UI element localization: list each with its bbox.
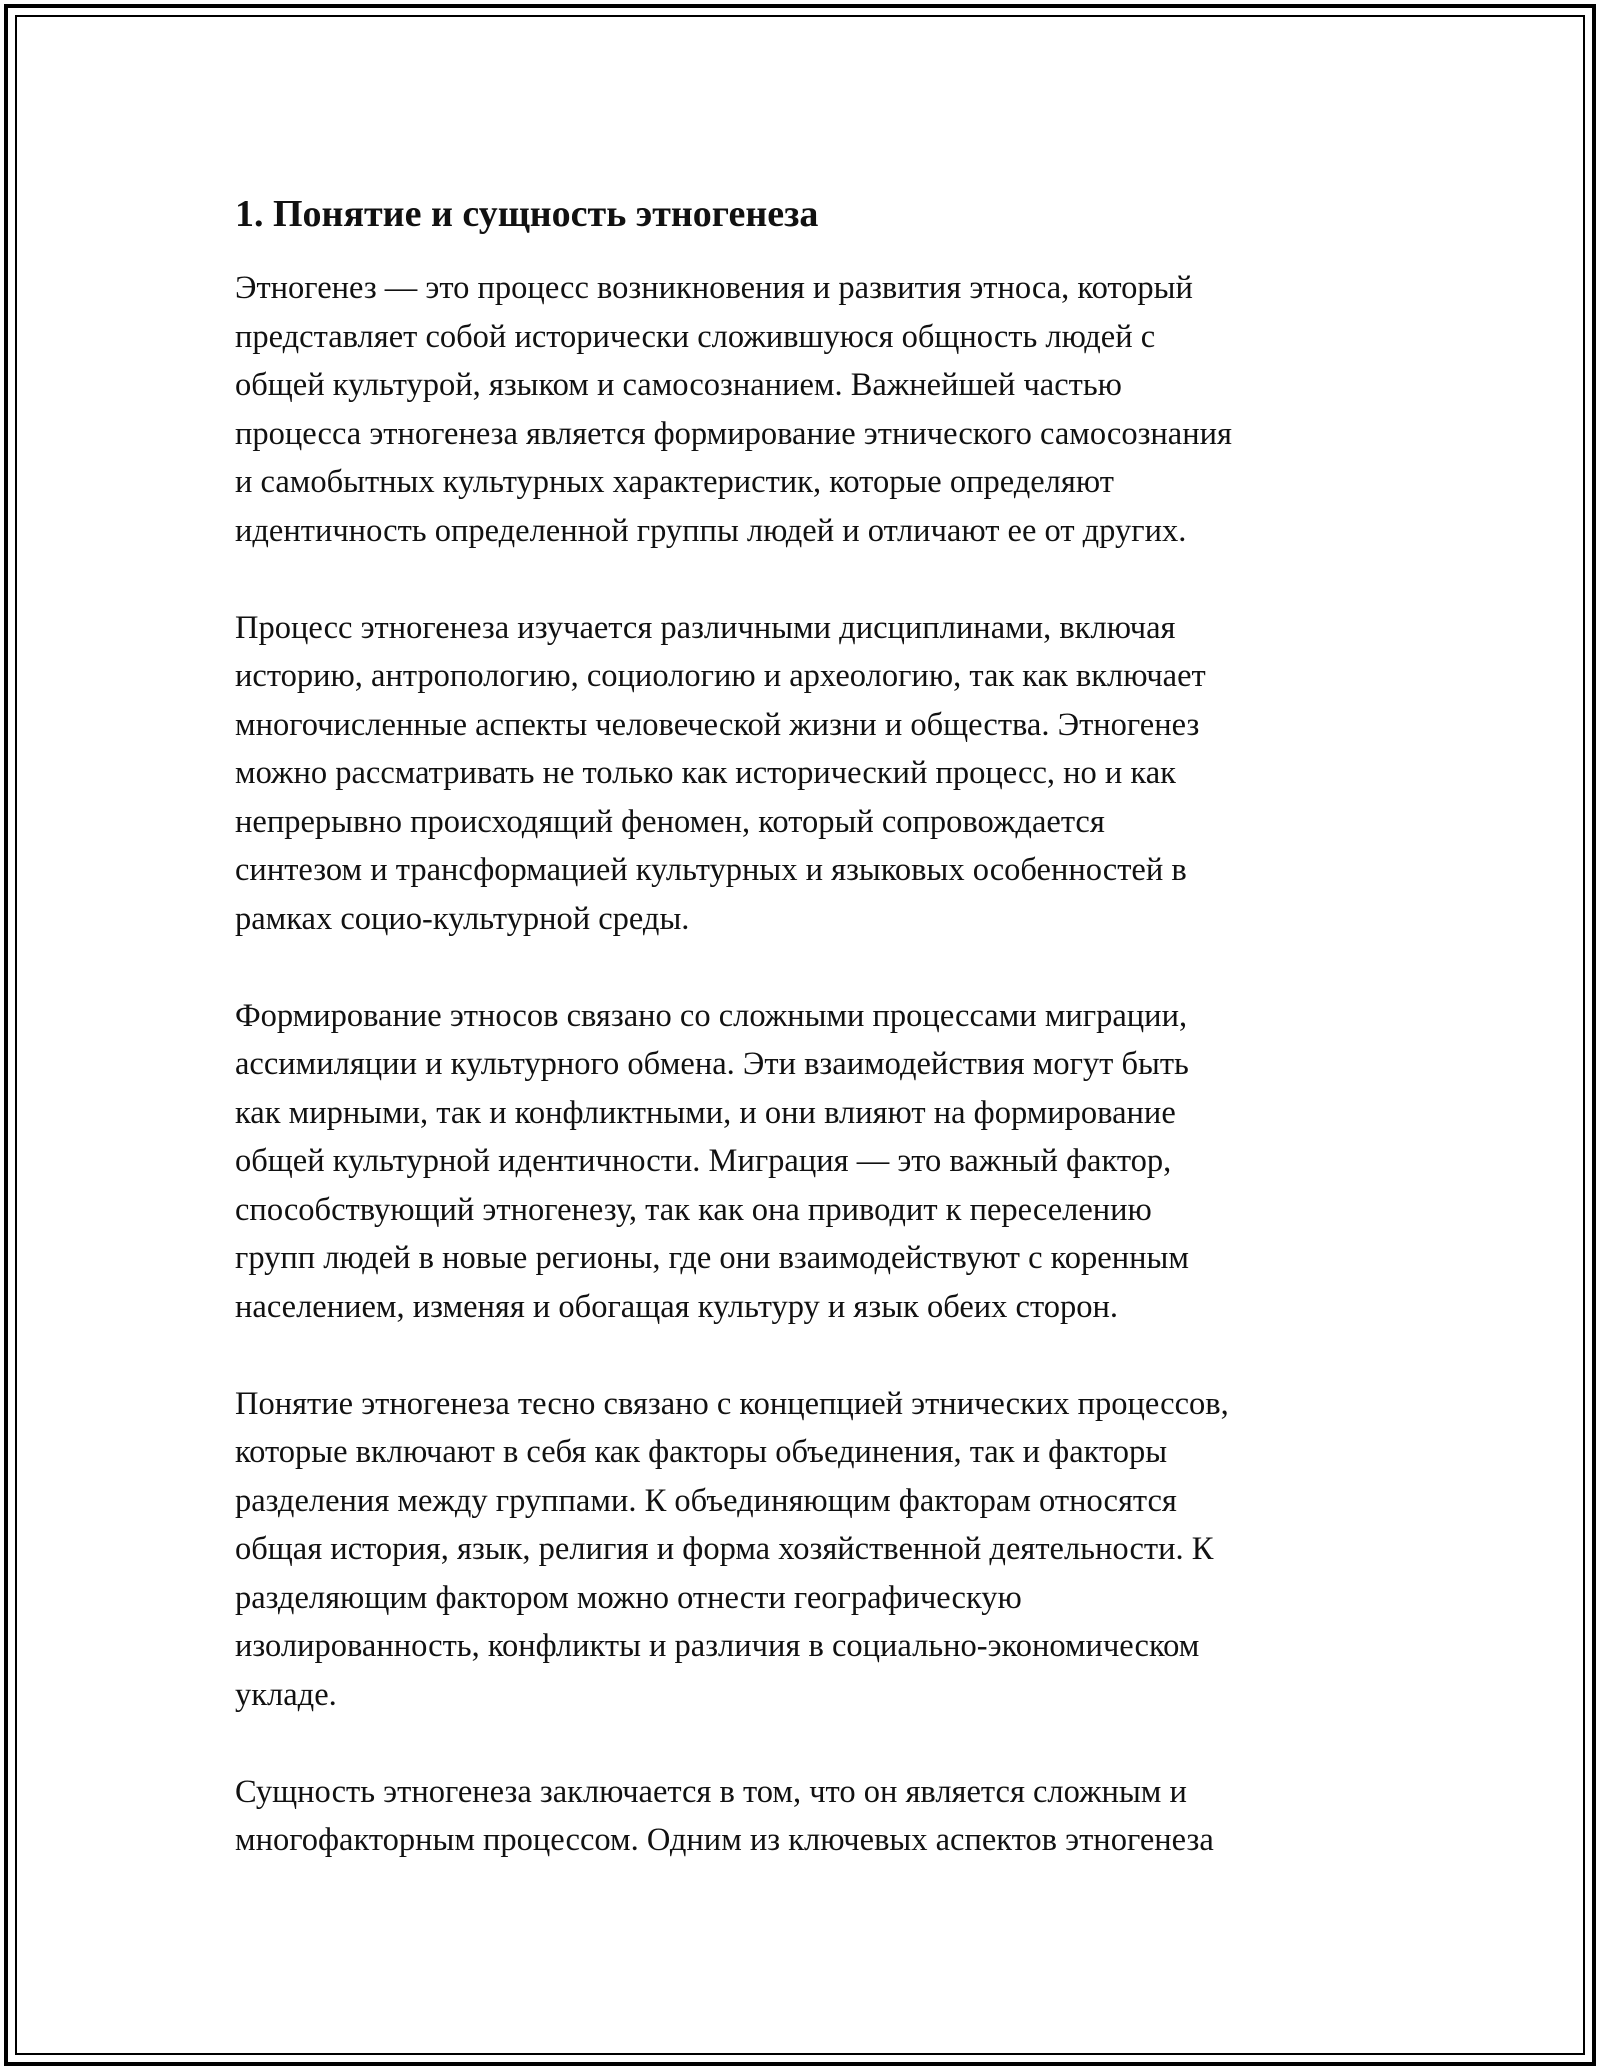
paragraph xyxy=(235,1768,1395,1865)
paragraph xyxy=(235,264,1395,555)
paragraph-line: изолированность, конфликты и различия в социально-экономическом xyxy=(235,1628,1200,1664)
paragraph-line: ассимиляции и культурного обмена. Эти взаимодействия могут быть xyxy=(235,1046,1189,1082)
paragraph-line: Формирование этносов связано со сложными процессами миграции, xyxy=(235,997,1188,1034)
paragraph-line: историю, антропологию, социологию и археологию, так как включает xyxy=(235,658,1206,694)
paragraph-line: синтезом и трансформацией культурных и языковых особенностей в xyxy=(235,852,1187,888)
paragraph-line: можно рассматривать не только как исторический процесс, но и как xyxy=(235,755,1176,791)
paragraph-line: общая история, язык, религия и форма хозяйственной деятельности. К xyxy=(235,1531,1214,1567)
paragraph-line: рамках социо-культурной среды. xyxy=(235,900,690,937)
section-heading: 1. Понятие и сущность этногенеза xyxy=(235,193,819,235)
paragraph-line: Сущность этногенеза заключается в том, что он является сложным и xyxy=(235,1773,1187,1810)
paragraph-line: идентичность определенной группы людей и отличают ее от других. xyxy=(235,512,1187,549)
paragraph-line: разделяющим фактором можно отнести географическую xyxy=(235,1579,1022,1616)
paragraph-line: общей культурной идентичности. Миграция — это важный фактор, xyxy=(235,1143,1172,1179)
paragraph-line: непрерывно происходящий феномен, который сопровождается xyxy=(235,803,1105,840)
paragraph-line: Процесс этногенеза изучается различными дисциплинами, включая xyxy=(235,609,1176,646)
paragraph-line: и самобытных культурных характеристик, которые определяют xyxy=(235,464,1114,500)
paragraph-line: способствующий этногенезу, так как она приводит к переселению xyxy=(235,1191,1152,1228)
paragraph xyxy=(235,1380,1395,1720)
paragraph-line: укладе. xyxy=(235,1676,337,1713)
paragraph-line: как мирными, так и конфликтными, и они влияют на формирование xyxy=(235,1094,1176,1131)
paragraph xyxy=(235,604,1395,944)
paragraph-line: представляет собой исторически сложившуюся общность людей с xyxy=(235,318,1156,355)
paragraph-line: многочисленные аспекты человеческой жизни и общества. Этногенез xyxy=(235,706,1200,743)
paragraph-list xyxy=(235,264,1395,1865)
paragraph-line: процесса этногенеза является формирование этнического самосознания xyxy=(235,415,1232,452)
paragraph-line: разделения между группами. К объединяющим факторам относятся xyxy=(235,1482,1177,1519)
paragraph-line: Понятие этногенеза тесно связано с концепцией этнических процессов, xyxy=(235,1385,1229,1422)
paragraph xyxy=(235,992,1395,1332)
paragraph-line: многофакторным процессом. Одним из ключевых аспектов этногенеза xyxy=(235,1822,1214,1858)
paragraph-line: которые включают в себя как факторы объединения, так и факторы xyxy=(235,1434,1168,1470)
document-body xyxy=(235,190,1395,1913)
paragraph-line: общей культурой, языком и самосознанием. Важнейшей частью xyxy=(235,367,1122,403)
paragraph-line: Этногенез — это процесс возникновения и развития этноса, который xyxy=(235,270,1193,306)
paragraph-line: групп людей в новые регионы, где они взаимодействуют с коренным xyxy=(235,1240,1189,1276)
paragraph-line: населением, изменяя и обогащая культуру и язык обеих сторон. xyxy=(235,1288,1118,1325)
